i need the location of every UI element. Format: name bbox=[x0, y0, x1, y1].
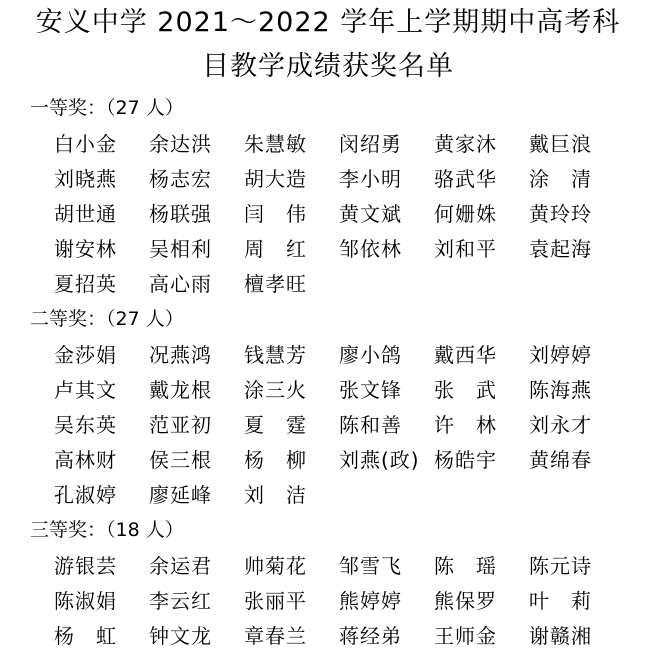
awardee-name: 谢赣湘 bbox=[529, 624, 592, 648]
name-row bbox=[54, 447, 654, 482]
awardee-name: 李小明 bbox=[339, 167, 402, 191]
awardee-name: 涂 清 bbox=[529, 167, 592, 191]
name-row bbox=[54, 342, 654, 377]
awardee-name: 张文锋 bbox=[339, 378, 402, 402]
awardee-name: 吴相利 bbox=[149, 237, 212, 261]
document-title-line-1: 安义中学 2021～2022 学年上学期期中高考科 bbox=[35, 7, 621, 38]
awardee-name: 邹依林 bbox=[339, 237, 402, 261]
awardee-name: 侯三根 bbox=[149, 448, 212, 472]
awardee-name: 熊婷婷 bbox=[339, 589, 402, 613]
awardee-name: 卢其文 bbox=[54, 378, 117, 402]
awardee-name: 袁起海 bbox=[529, 237, 592, 261]
awardee-name: 王师金 bbox=[434, 624, 497, 648]
awardee-name: 闵绍勇 bbox=[339, 132, 402, 156]
awardee-name: 张 武 bbox=[434, 378, 497, 402]
awardee-name: 胡世通 bbox=[54, 202, 117, 226]
second-prize-name-list bbox=[54, 342, 654, 517]
awardee-name: 章春兰 bbox=[244, 624, 307, 648]
awardee-name: 余达洪 bbox=[149, 132, 212, 156]
name-row bbox=[54, 201, 654, 236]
awardee-name: 朱慧敏 bbox=[244, 132, 307, 156]
awardee-name: 刘晓燕 bbox=[54, 167, 117, 191]
awardee-name: 杨 柳 bbox=[244, 448, 307, 472]
awardee-name: 金莎娟 bbox=[54, 343, 117, 367]
name-row bbox=[54, 271, 654, 306]
awardee-name: 戴龙根 bbox=[149, 378, 212, 402]
awardee-name: 邹雪飞 bbox=[339, 554, 402, 578]
awardee-name: 蒋经弟 bbox=[339, 624, 402, 648]
first-prize-name-list bbox=[54, 131, 654, 306]
awardee-name: 戴巨浪 bbox=[529, 132, 592, 156]
awardee-name: 高心雨 bbox=[149, 272, 212, 296]
awardee-name: 李云红 bbox=[149, 589, 212, 613]
awardee-name: 陈元诗 bbox=[529, 554, 592, 578]
awardee-name: 闫 伟 bbox=[244, 202, 307, 226]
awardee-name: 范亚初 bbox=[149, 413, 212, 437]
third-prize-heading: 三等奖：（18 人） bbox=[30, 519, 184, 541]
awardee-name: 陈和善 bbox=[339, 413, 402, 437]
awardee-name: 况燕鸿 bbox=[149, 343, 212, 367]
awardee-name: 钟文龙 bbox=[149, 624, 212, 648]
awardee-name: 廖延峰 bbox=[149, 483, 212, 507]
awardee-name: 陈淑娟 bbox=[54, 589, 117, 613]
awardee-name: 戴西华 bbox=[434, 343, 497, 367]
name-row bbox=[54, 377, 654, 412]
awardee-name: 叶 莉 bbox=[529, 589, 592, 613]
awardee-name: 帅菊花 bbox=[244, 554, 307, 578]
name-row bbox=[54, 623, 654, 658]
awardee-name: 骆武华 bbox=[434, 167, 497, 191]
awardee-name: 刘永才 bbox=[529, 413, 592, 437]
name-row bbox=[54, 412, 654, 447]
awardee-name: 刘婷婷 bbox=[529, 343, 592, 367]
name-row bbox=[54, 482, 654, 517]
awardee-name: 白小金 bbox=[54, 132, 117, 156]
name-row bbox=[54, 166, 654, 201]
second-prize-heading: 二等奖：（27 人） bbox=[30, 308, 184, 330]
name-row bbox=[54, 553, 654, 588]
third-prize-name-list bbox=[54, 553, 654, 658]
awardee-name: 陈 瑶 bbox=[434, 554, 497, 578]
awardee-name: 杨志宏 bbox=[149, 167, 212, 191]
awardee-name: 孔淑婷 bbox=[54, 483, 117, 507]
awardee-name: 张丽平 bbox=[244, 589, 307, 613]
awardee-name: 谢安林 bbox=[54, 237, 117, 261]
awardee-name: 檀孝旺 bbox=[244, 272, 307, 296]
awardee-name: 涂三火 bbox=[244, 378, 307, 402]
awardee-name: 余运君 bbox=[149, 554, 212, 578]
name-row bbox=[54, 236, 654, 271]
awardee-name: 吴东英 bbox=[54, 413, 117, 437]
awardee-name: 杨皓宇 bbox=[434, 448, 497, 472]
awardee-name: 杨联强 bbox=[149, 202, 212, 226]
awardee-name: 刘 洁 bbox=[244, 483, 307, 507]
awardee-name: 黄家沐 bbox=[434, 132, 497, 156]
awardee-name: 刘燕(政) bbox=[339, 448, 420, 472]
awardee-name: 高林财 bbox=[54, 448, 117, 472]
awardee-name: 钱慧芳 bbox=[244, 343, 307, 367]
awardee-name: 周 红 bbox=[244, 237, 307, 261]
document-title-line-2: 目教学成绩获奖名单 bbox=[202, 51, 454, 82]
awardee-name: 游银芸 bbox=[54, 554, 117, 578]
awardee-name: 熊保罗 bbox=[434, 589, 497, 613]
awardee-name: 许 林 bbox=[434, 413, 497, 437]
awardee-name: 廖小鸽 bbox=[339, 343, 402, 367]
awardee-name: 黄绵春 bbox=[529, 448, 592, 472]
name-row bbox=[54, 588, 654, 623]
awardee-name: 刘和平 bbox=[434, 237, 497, 261]
awardee-name: 陈海燕 bbox=[529, 378, 592, 402]
awardee-name: 夏 霆 bbox=[244, 413, 307, 437]
awardee-name: 黄玲玲 bbox=[529, 202, 592, 226]
awardee-name: 何姗姝 bbox=[434, 202, 497, 226]
awardee-name: 黄文斌 bbox=[339, 202, 402, 226]
awardee-name: 胡大造 bbox=[244, 167, 307, 191]
awardee-name: 夏招英 bbox=[54, 272, 117, 296]
name-row bbox=[54, 131, 654, 166]
first-prize-heading: 一等奖：（27 人） bbox=[30, 97, 184, 119]
awardee-name: 杨 虹 bbox=[54, 624, 117, 648]
